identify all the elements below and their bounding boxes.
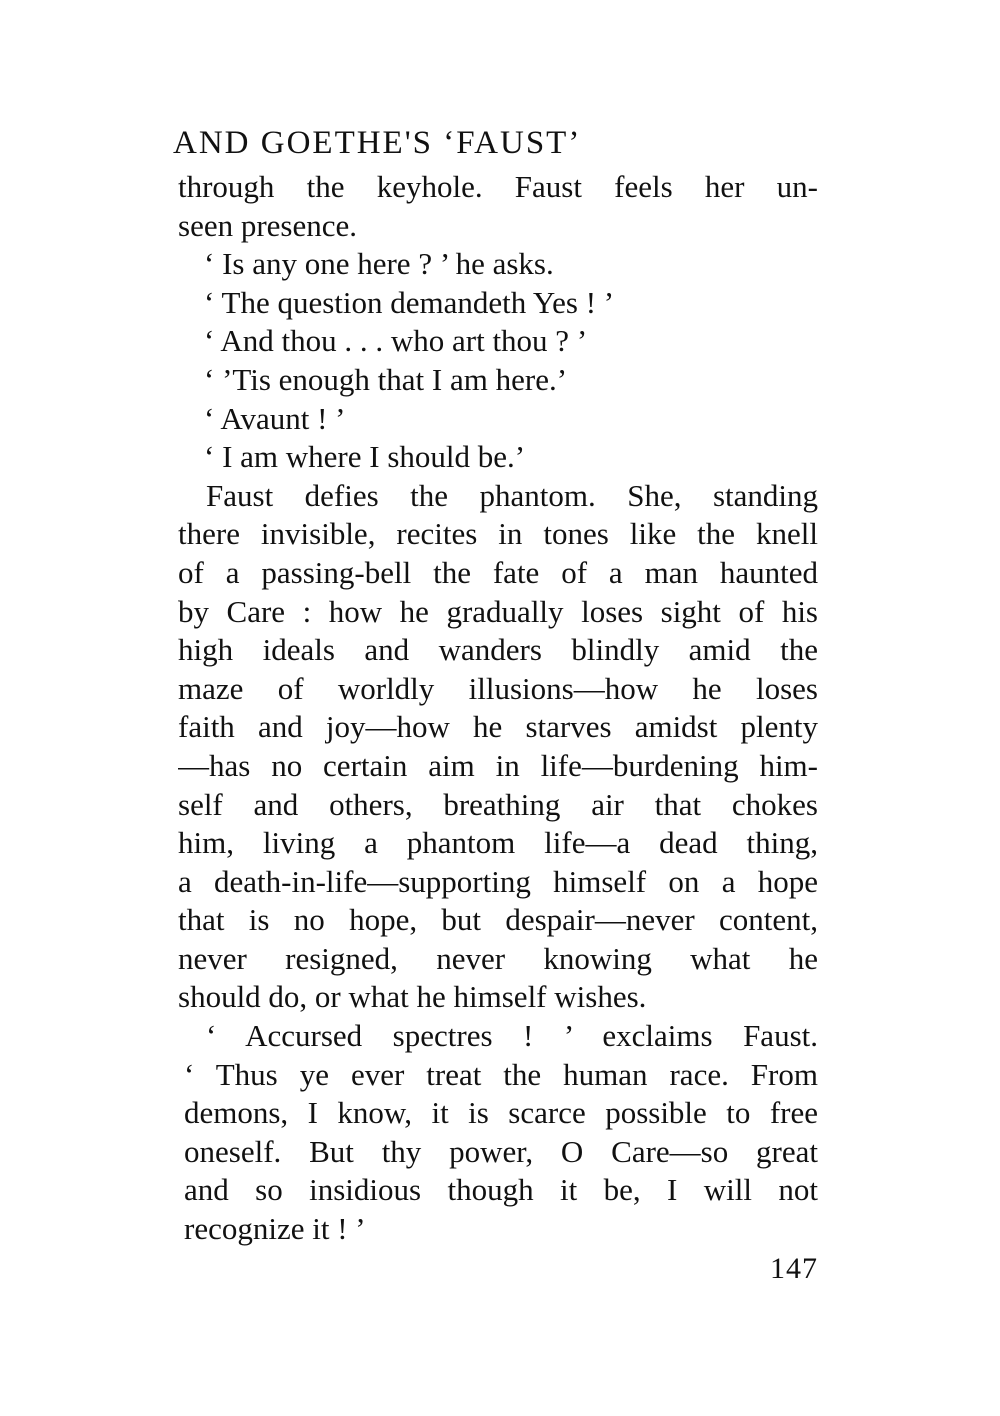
dialogue-line: ‘ And thou . . . who art thou ? ’: [204, 323, 588, 359]
text-line: through the keyhole. Faust feels her un-: [178, 169, 818, 204]
paragraph-start-line: Faust defies the phantom. She, standing: [206, 477, 818, 513]
paragraph-start-line: ‘ Accursed spectres ! ’ exclaims Faust.: [206, 1018, 818, 1054]
text-line: seen presence.: [178, 207, 358, 243]
running-head: AND GOETHE'S ‘FAUST’: [173, 125, 582, 161]
text-line: —has no certain aim in life—burdening him-: [178, 747, 818, 783]
text-line: never resigned, never knowing what he: [178, 940, 818, 976]
text-line: faith and joy—how he starves amidst plenty: [178, 709, 818, 745]
dialogue-line: ‘ ’Tis enough that I am here.’: [204, 361, 568, 397]
text-line: a death-in-life—supporting himself on a hope: [178, 863, 818, 899]
body-text: [178, 168, 818, 1249]
text-line: should do, or what he himself wishes.: [178, 979, 647, 1015]
text-line: that is no hope, but despair—never content,: [178, 902, 818, 938]
text-line: high ideals and wanders blindly amid the: [178, 632, 818, 668]
page-number: 147: [770, 1252, 818, 1285]
dialogue-line: ‘ The question demandeth Yes ! ’: [204, 284, 615, 320]
dialogue-line: ‘ Avaunt ! ’: [204, 400, 346, 436]
text-line: there invisible, recites in tones like the knell: [178, 516, 818, 552]
text-line: by Care : how he gradually loses sight of his: [178, 593, 818, 629]
text-line: of a passing-bell the fate of a man haunted: [178, 554, 818, 590]
text-line: oneself. But thy power, O Care—so great: [184, 1133, 818, 1169]
text-line: ‘ Thus ye ever treat the human race. From: [184, 1056, 818, 1092]
text-line: and so insidious though it be, I will not: [184, 1172, 818, 1208]
text-line: maze of worldly illusions—how he loses: [178, 670, 818, 706]
text-line: him, living a phantom life—a dead thing,: [178, 825, 818, 861]
text-line: self and others, breathing air that chokes: [178, 786, 818, 822]
dialogue-line: ‘ Is any one here ? ’ he asks.: [204, 246, 554, 282]
text-line: demons, I know, it is scarce possible to free: [184, 1095, 818, 1131]
text-line: recognize it ! ’: [184, 1211, 366, 1247]
dialogue-line: ‘ I am where I should be.’: [204, 439, 526, 475]
